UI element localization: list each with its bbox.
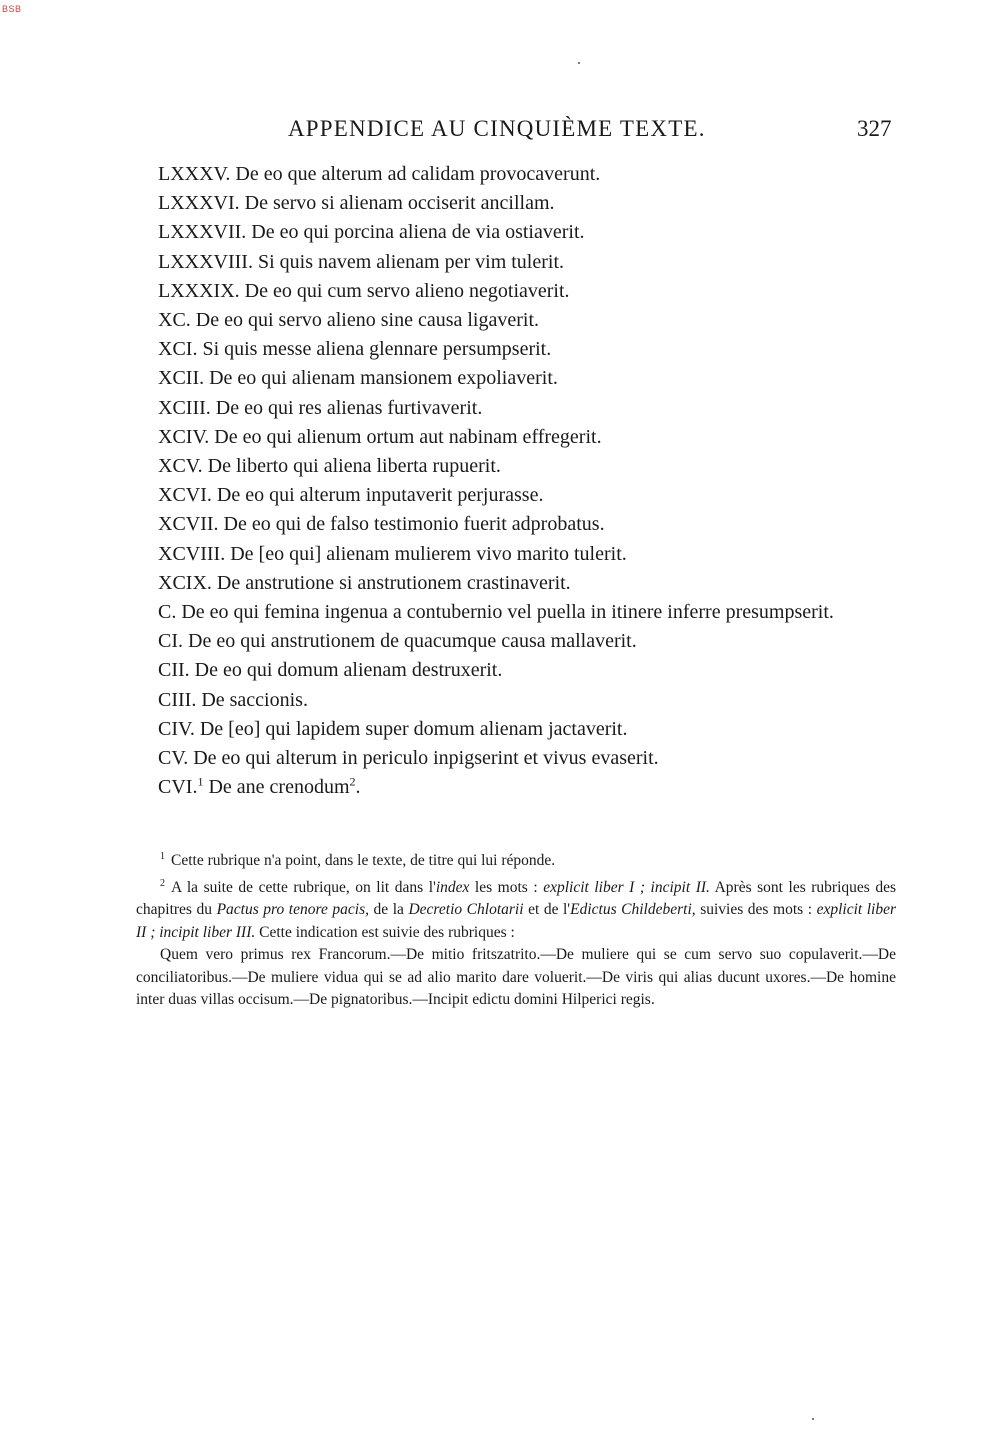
rubric-item: XCV. De liberto qui aliena liberta rupuerit. [158,455,501,478]
footnote-text: A la suite de cette rubrique, on lit dans l' [171,878,436,896]
footnote-italic: explicit liber II ; incipit liber III. [136,901,897,941]
rubric-item: LXXXVIII. Si quis navem alienam per vim tulerit. [158,250,565,273]
rubric-item: CIV. De [eo] qui lapidem super domum alienam jactaverit. [158,717,628,740]
rubric-item: LXXXIX. De eo qui cum servo alieno negotiaverit. [158,279,570,302]
footnote-mark: 1 [160,851,165,862]
footnote-3: Quem vero primus rex Francorum.—De mitio fritszatrito.—De muliere qui se cum servo suo copulaverit.—De conciliatoribus.—De muliere vidua qui se ad alio marito dare voluerit.—De viris qui alias ducunt uxores.—De homine inter duas villas occisum.—De pignatoribus.—Incipit edictu domini Hilperici regis. [136,946,896,1009]
rubric-item: XCVI. De eo qui alterum inputaverit perjurasse. [158,484,544,507]
rubric-item: LXXXVII. De eo qui porcina aliena de via ostiaverit. [158,221,585,244]
footnote-text: et de l' [523,901,571,919]
footnote-2 [136,873,896,945]
rubric-item: XCII. De eo qui alienam mansionem expoliaverit. [158,367,558,390]
rubric-item: CIII. De saccionis. [158,688,308,711]
footnote-mark: 2 [160,877,165,889]
rubric-text: De ane crenodum [208,776,350,799]
rubric-item: XCIX. De anstrutione si anstrutionem crastinaverit. [158,571,571,594]
rubric-item: C. De eo qui femina ingenua a contubernio vel puella in itinere inferre presumpserit. [158,601,834,624]
footnote-reference: 1 [197,774,204,789]
footnote-italic: Pactus pro tenore pacis, [216,901,369,919]
footnotes [136,846,896,1012]
footnote-text: Cette indication est suivie des rubriques : [255,923,515,941]
rubric-item: CII. De eo qui domum alienam destruxerit. [158,659,503,682]
stray-dot [578,62,580,64]
rubric-item-last [158,773,898,802]
rubric-item: XCVII. De eo qui de falso testimonio fuerit adprobatus. [158,513,605,536]
stray-dot [812,1418,814,1420]
footnote-italic: explicit liber I ; incipit II. [543,878,710,896]
rubric-list [158,160,898,802]
page-number: 327 [857,116,892,141]
footnote-text: de la [368,901,409,919]
rubric-item: XCVIII. De [eo qui] alienam mulierem vivo marito tulerit. [158,542,627,565]
running-head [0,116,1000,146]
footnote-1 [136,846,896,873]
rubric-item: XCIII. De eo qui res alienas furtivaverit. [158,396,483,419]
library-mark: BSB [2,4,22,14]
rubric-item: LXXXV. De eo que alterum ad calidam provocaverunt. [158,163,601,185]
rubric-item: CI. De eo qui anstrutionem de quacumque causa mallaverit. [158,630,637,653]
footnote-text: les mots : [469,878,544,896]
footnote-text: Cette rubrique n'a point, dans le texte, de titre qui lui réponde. [171,852,556,870]
footnote-italic: Edictus Childeberti, [570,901,696,919]
rubric-end: . [355,776,361,799]
rubric-item: XCI. Si quis messe aliena glennare persumpserit. [158,338,552,361]
footnote-italic: index [435,878,470,896]
footnote-italic: Decretio Chlotarii [408,901,524,919]
rubric-item: XCIV. De eo qui alienum ortum aut nabinam effregerit. [158,425,602,448]
page-title: APPENDICE AU CINQUIÈME TEXTE. [288,116,706,141]
rubric-item: LXXXVI. De servo si alienam occiserit ancillam. [158,192,555,215]
rubric-item: XC. De eo qui servo alieno sine causa ligaverit. [158,309,539,332]
footnote-reference: 2 [349,774,356,789]
rubric-item: CV. De eo qui alterum in periculo inpigserint et vivus evaserit. [158,747,659,770]
rubric-numeral: CVI. [158,776,198,799]
footnote-text: suivies des mots : [695,901,817,919]
footnote-text: Après sont les rubriques des chapitres du [136,878,897,919]
